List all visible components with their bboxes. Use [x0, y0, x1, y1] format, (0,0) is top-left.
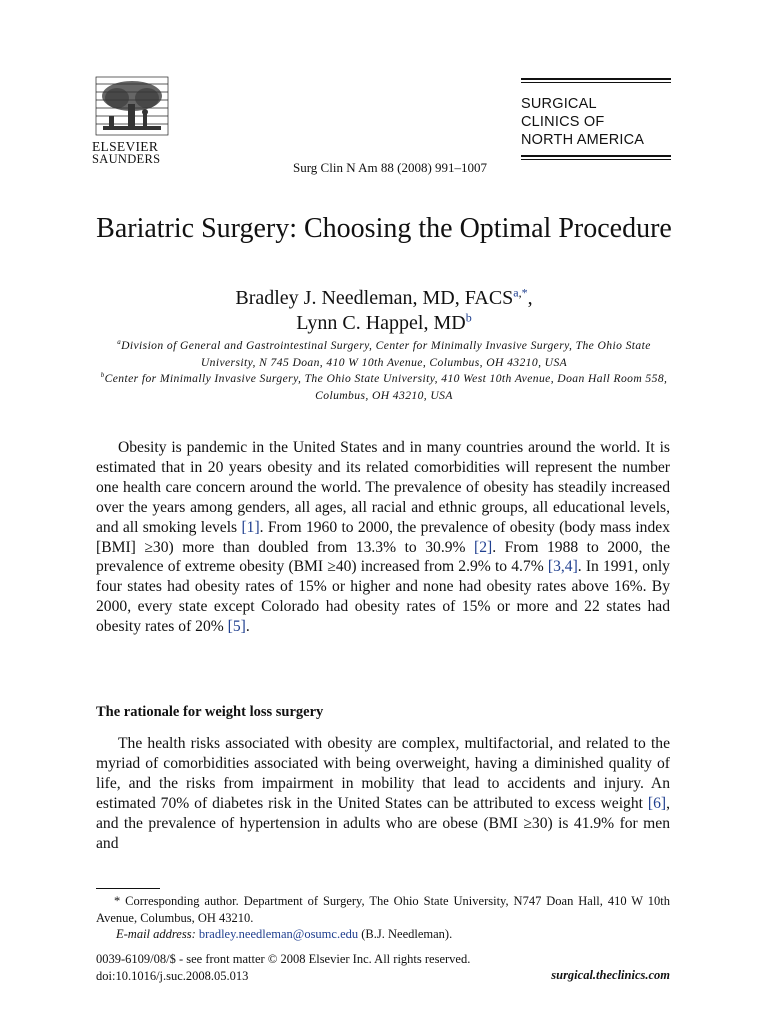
- publisher-logo: [92, 76, 172, 165]
- author-separator: ,: [527, 287, 533, 309]
- affiliation-link-b[interactable]: b: [465, 310, 472, 325]
- footnote-rule: [96, 888, 160, 889]
- email-owner: (B.J. Needleman).: [358, 927, 453, 941]
- rationale-paragraph: [96, 734, 670, 853]
- journal-website-link[interactable]: surgical.theclinics.com: [551, 968, 670, 982]
- footer-copyright: [96, 951, 470, 985]
- paragraph-text: . From 1960 to 2000, the prevalence of obesity (body mass index [BMI] ≥30) more than doubled from 13.3% to 30.9%: [96, 518, 670, 556]
- publisher-name: ELSEVIER: [92, 139, 159, 154]
- affiliation-text: Division of General and Gastrointestinal Surgery, Center for Minimally Invasive Surgery, The Ohio State University, N 745 Doan, 410 W 10th Avenue, Columbus, OH 43210, USA: [121, 339, 651, 369]
- reference-link[interactable]: [2]: [474, 538, 493, 556]
- journal-name-line-1: SURGICAL: [521, 96, 597, 112]
- affiliations: [96, 338, 672, 404]
- paragraph-text: . From 1988 to 2000, the prevalence of extreme obesity (BMI ≥40) increased from 2.9% to 4.7%: [96, 538, 671, 576]
- author-name: Bradley J. Needleman, MD, FACS: [235, 287, 514, 309]
- paragraph-text: .: [245, 618, 250, 636]
- reference-link[interactable]: [6]: [647, 794, 667, 812]
- article-title: Bariatric Surgery: Choosing the Optimal Procedure: [96, 213, 672, 244]
- elsevier-tree-logo: [95, 76, 169, 136]
- paragraph-text: Obesity is pandemic in the United States and in many countries around the world. It is estimated that in 20 years obesity and its related comorbidities will represent the number one health care concern around the world. The prevalence of obesity has steadily increased over the years among genders, all ages, all racial and ethnic groups, all educational levels, and all smoking levels: [96, 439, 670, 536]
- reference-link[interactable]: [5]: [227, 618, 246, 636]
- brand-rule-bottom: [521, 155, 671, 157]
- email-label: E-mail address:: [116, 927, 196, 941]
- paragraph-text: The health risks associated with obesity are complex, multifactorial, and related to the myriad of comorbidities associated with being overweight, having a diminished quality of life, and the risks from impairment in mobility that lead to accidents and injury. An estimated 70% of diabetes risk in the United States can be attributed to excess weight: [96, 735, 670, 812]
- journal-name-line-3: NORTH AMERICA: [521, 132, 645, 148]
- copyright-line: 0039-6109/08/$ - see front matter © 2008 Elsevier Inc. All rights reserved.: [96, 952, 471, 966]
- affiliation-a: [96, 338, 672, 371]
- intro-paragraph: [96, 438, 670, 637]
- section-heading: The rationale for weight loss surgery: [96, 704, 324, 720]
- affiliation-mark: a: [117, 338, 122, 347]
- author-name: Lynn C. Happel, MD: [296, 312, 466, 334]
- paragraph-text: , and the prevalence of hypertension in adults who are obese (BMI ≥30) is 41.9% for men and: [96, 794, 670, 852]
- affiliation-b: [96, 371, 672, 404]
- reference-link[interactable]: [1]: [241, 518, 260, 536]
- journal-name-line-2: CLINICS OF: [521, 114, 605, 130]
- affiliation-mark: b: [100, 371, 105, 380]
- footnote: [96, 893, 670, 943]
- doi: doi:10.1016/j.suc.2008.05.013: [96, 969, 249, 983]
- affiliation-link-a[interactable]: a: [513, 285, 519, 300]
- brand-rule-bottom-thin: [521, 159, 671, 160]
- journal-citation: Surg Clin N Am 88 (2008) 991–1007: [292, 160, 488, 175]
- affiliation-text: Center for Minimally Invasive Surgery, The Ohio State University, 410 West 10th Avenue, Doan Hall Room 558, Columbus, OH 43210, USA: [104, 372, 668, 402]
- email-link[interactable]: bradley.needleman@osumc.edu: [198, 927, 359, 941]
- paragraph-text: . In 1991, only four states had obesity rates of 15% or higher and none had obesity rates above 16%. By 2000, every state except Colorado had obesity rates of 15% or more and 22 states had obesity rates of 20%: [96, 558, 670, 636]
- footnote-mark: *: [114, 894, 121, 908]
- footnote-text: Corresponding author. Department of Surgery, The Ohio State University, N747 Doan Hall, 410 W 10th Avenue, Columbus, OH 43210.: [96, 894, 670, 925]
- author-affiliation-marks: [513, 285, 527, 299]
- journal-brand: [521, 78, 671, 160]
- publisher-imprint: SAUNDERS: [92, 152, 161, 166]
- brand-rule-top: [521, 78, 671, 80]
- mark-separator: ,: [518, 285, 522, 300]
- corresponding-author-link[interactable]: *: [521, 285, 528, 300]
- reference-link[interactable]: [3,4]: [547, 558, 578, 576]
- author-list: [96, 286, 672, 336]
